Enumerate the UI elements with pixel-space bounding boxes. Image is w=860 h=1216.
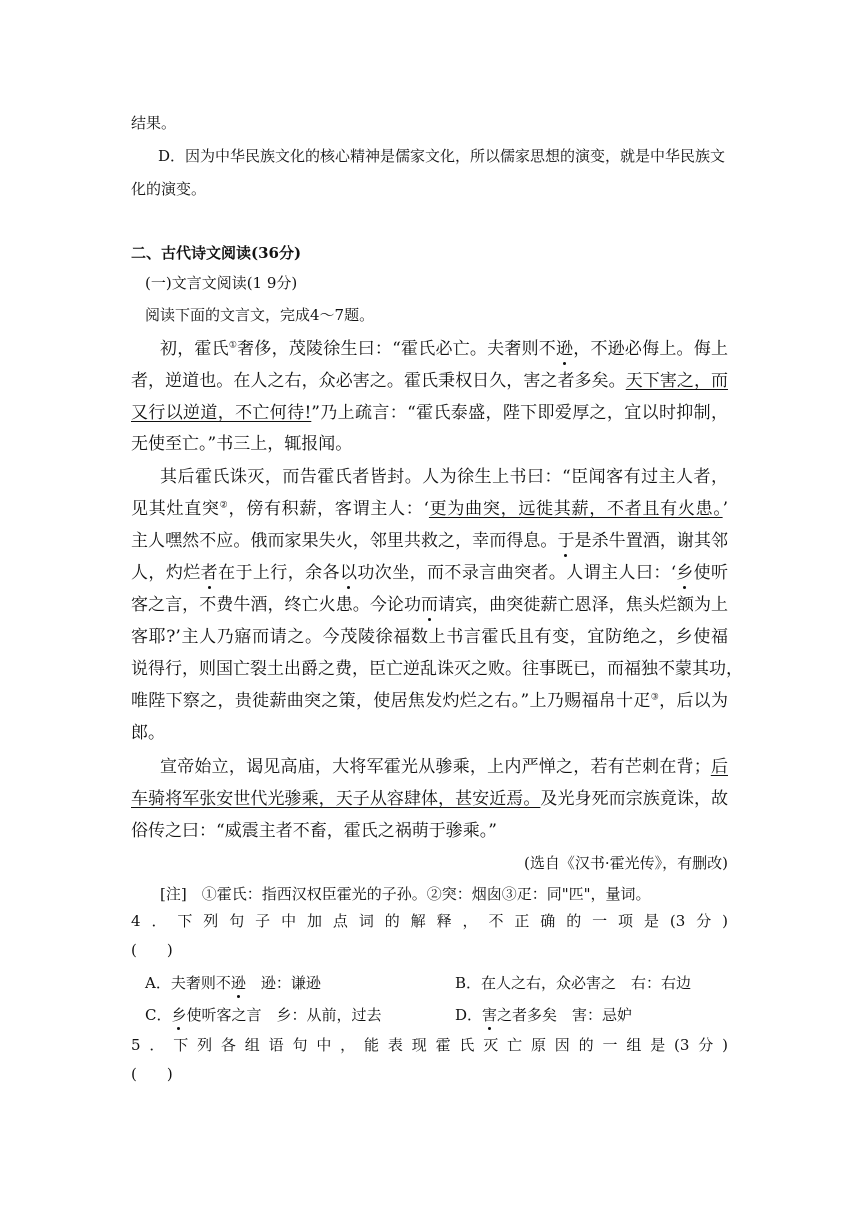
dotted-word: 乡 bbox=[676, 563, 694, 583]
passage-p3-line3: 俗传之曰：“威震主者不畜，霍氏之祸萌于骖乘。” bbox=[131, 821, 497, 841]
dotted-word: 者 bbox=[200, 563, 218, 583]
passage-p1-line3: 又行以逆道，不亡何待!”乃上疏言：“霍氏泰盛，陛下即爱厚之，宜以时抑制， bbox=[131, 403, 728, 423]
source-citation: (选自《汉书·霍光传》，有删改) bbox=[524, 854, 728, 872]
passage-p1-line1: 初，霍氏①奢侈，茂陵徐生曰：“霍氏必亡。夫奢则不逊，不逊必侮上。侮上 bbox=[160, 339, 728, 359]
underlined-text: 天下害之，而 bbox=[625, 371, 729, 391]
footnote-mark: ② bbox=[219, 500, 229, 511]
passage-p2-line9: 郎。 bbox=[131, 723, 165, 743]
passage-p2-line1: 其后霍氏诛灭，而告霍氏者皆封。人为徐生上书曰：“臣闻客有过主人者， bbox=[160, 467, 728, 487]
dotted-word: 害 bbox=[482, 1006, 498, 1024]
dotted-word: 以 bbox=[339, 563, 357, 583]
passage-p2-line6: 客耶?’主人乃寤而请之。今茂陵徐福数上书言霍氏且有变，宜防绝之，乡使福 bbox=[131, 627, 728, 647]
dotted-word: 逊 bbox=[556, 339, 574, 359]
question-4-option-a[interactable]: A．夫奢则不逊 逊：谦逊 bbox=[145, 974, 321, 992]
dotted-word: 逊 bbox=[230, 974, 246, 992]
footnote-mark: ③ bbox=[650, 692, 660, 703]
section-title: 二、古代诗文阅读(36分) bbox=[131, 244, 302, 262]
dotted-word: 而 bbox=[421, 595, 438, 615]
question-4-option-c[interactable]: C．乡使听客之言 乡：从前，过去 bbox=[145, 1006, 382, 1024]
question-4-stem: 4．下列句子中加点词的解释，不正确的一项是(3分) bbox=[131, 912, 728, 930]
question-5-paren: ( ) bbox=[131, 1065, 173, 1083]
passage-p3-line1: 宣帝始立，谒见高庙，大将军霍光从骖乘，上内严惮之，若有芒刺在背；后 bbox=[160, 757, 728, 777]
subsection-title: (一)文言文阅读(1 9分) bbox=[145, 274, 298, 292]
question-4-option-b[interactable]: B．在人之右，众必害之 右：右边 bbox=[455, 974, 692, 992]
passage-p2-line2: 见其灶直突②，傍有积薪，客谓主人：‘更为曲突，远徙其薪，不者且有火患。’ bbox=[131, 499, 729, 519]
underlined-text: 后 bbox=[710, 757, 728, 777]
dotted-word: 于 bbox=[557, 531, 575, 551]
passage-p2-line8: 唯陛下察之，贵徙薪曲突之策，使居焦发灼烂之右。”上乃赐福帛十疋③，后以为 bbox=[131, 691, 728, 711]
passage-p1-line4: 无使至亡。”书三上，辄报闻。 bbox=[131, 434, 353, 454]
question-4-paren: ( ) bbox=[131, 941, 173, 959]
underlined-text: 车骑将军张安世代光骖乘，天子从容肆体，甚安近焉。 bbox=[131, 789, 541, 809]
annotation-note: [注] ①霍氏：指西汉权臣霍光的子孙。②突：烟囱③疋：同"匹"，量词。 bbox=[160, 885, 651, 903]
instruction: 阅读下面的文言文，完成4～7题。 bbox=[145, 306, 375, 324]
passage-p1-line2: 者，逆道也。在人之右，众必害之。霍氏秉权日久，害之者多矣。天下害之，而 bbox=[131, 371, 729, 391]
footnote-mark: ① bbox=[228, 340, 238, 351]
option-d-line2: 化的演变。 bbox=[131, 180, 207, 198]
dotted-word: 乡 bbox=[171, 1006, 187, 1024]
option-c-continuation: 结果。 bbox=[131, 114, 177, 132]
underlined-text: 又行以逆道，不亡何待! bbox=[131, 403, 312, 423]
question-4-option-d[interactable]: D．害之者多矣 害：忌妒 bbox=[455, 1006, 633, 1024]
passage-p2-line4: 人，灼烂者在于上行，余各以功次坐，而不录言曲突者。人谓主人曰：‘乡使听 bbox=[131, 563, 729, 583]
passage-p3-line2: 车骑将军张安世代光骖乘，天子从容肆体，甚安近焉。及光身死而宗族竟诛，故 bbox=[131, 789, 729, 809]
question-5-stem: 5．下列各组语句中，能表现霍氏灭亡原因的一组是(3分) bbox=[131, 1036, 728, 1054]
underlined-text: 更为曲突，远徙其薪，不者且有火患。 bbox=[428, 499, 723, 519]
option-d-line1: D．因为中华民族文化的核心精神是儒家文化，所以儒家思想的演变，就是中华民族文 bbox=[158, 147, 726, 165]
passage-p2-line5: 客之言，不费牛酒，终亡火患。今论功而请宾，曲突徙薪亡恩泽，焦头烂额为上 bbox=[131, 595, 728, 615]
passage-p2-line7: 说得行，则国亡裂土出爵之费，臣亡逆乱诛灭之败。往事既已，而福独不蒙其功， bbox=[131, 659, 743, 679]
passage-p2-line3: 主人嘿然不应。俄而家果失火，邻里共救之，幸而得息。于是杀牛置酒，谢其邻 bbox=[131, 531, 729, 551]
